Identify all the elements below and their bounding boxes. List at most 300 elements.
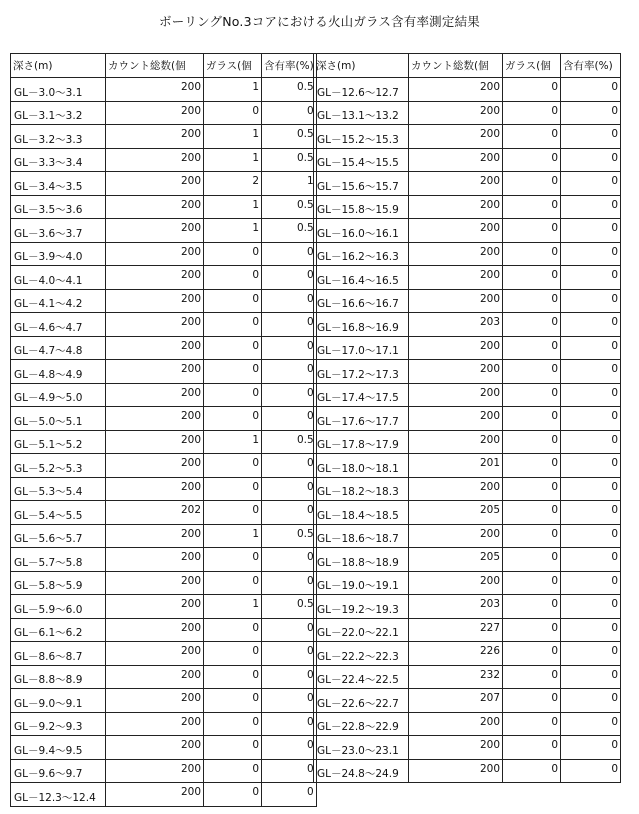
table-row [314,289,621,313]
rate-cell: 0 [561,571,621,595]
header-glass: ガラス(個 [503,54,561,78]
depth-cell: GL－3.4～3.5 [11,172,106,196]
glass-cell: 1 [204,524,262,548]
table-row [314,78,621,102]
depth-cell: GL－9.6～9.7 [11,759,106,783]
table-row [11,783,317,807]
count-cell: 203 [409,313,503,337]
depth-cell: GL－4.6～4.7 [11,313,106,337]
depth-cell: GL－12.3～12.4 [11,783,106,807]
table-row [314,618,621,642]
rate-cell: 0 [262,360,317,384]
glass-cell: 0 [503,148,561,172]
rate-cell: 0 [561,642,621,666]
count-cell: 200 [106,313,204,337]
depth-cell: GL－18.4～18.5 [314,501,409,525]
count-cell: 200 [106,548,204,572]
table-row [11,712,317,736]
table-header-row [314,54,621,78]
glass-cell: 0 [503,524,561,548]
left-table-body [11,54,317,807]
count-cell: 200 [409,172,503,196]
glass-cell: 0 [503,313,561,337]
count-cell: 200 [106,665,204,689]
rate-cell: 1 [262,172,317,196]
depth-cell: GL－19.0～19.1 [314,571,409,595]
count-cell: 200 [409,759,503,783]
depth-cell: GL－16.2～16.3 [314,242,409,266]
count-cell: 200 [409,360,503,384]
count-cell: 200 [106,78,204,102]
count-cell: 200 [106,524,204,548]
depth-cell: GL－15.8～15.9 [314,195,409,219]
depth-cell: GL－22.0～22.1 [314,618,409,642]
glass-cell: 0 [503,266,561,290]
rate-cell: 0 [561,595,621,619]
table-row [11,219,317,243]
rate-cell: 0 [561,266,621,290]
table-header-row [11,54,317,78]
glass-cell: 0 [503,595,561,619]
count-cell: 200 [409,289,503,313]
depth-cell: GL－18.6～18.7 [314,524,409,548]
glass-cell: 0 [503,289,561,313]
depth-cell: GL－15.4～15.5 [314,148,409,172]
rate-cell: 0 [561,313,621,337]
glass-cell: 0 [204,242,262,266]
depth-cell: GL－8.6～8.7 [11,642,106,666]
depth-cell: GL－3.3～3.4 [11,148,106,172]
rate-cell: 0 [262,689,317,713]
count-cell: 200 [106,125,204,149]
glass-cell: 0 [503,430,561,454]
glass-cell: 0 [204,383,262,407]
rate-cell: 0 [262,783,317,807]
count-cell: 200 [106,336,204,360]
count-cell: 200 [409,266,503,290]
depth-cell: GL－8.8～8.9 [11,665,106,689]
glass-cell: 0 [503,665,561,689]
depth-cell: GL－22.2～22.3 [314,642,409,666]
rate-cell: 0 [561,548,621,572]
table-row [314,242,621,266]
glass-cell: 0 [503,101,561,125]
rate-cell: 0 [262,242,317,266]
count-cell: 200 [106,219,204,243]
count-cell: 200 [409,242,503,266]
table-row [314,665,621,689]
count-cell: 202 [106,501,204,525]
header-depth: 深さ(m) [314,54,409,78]
header-count: カウント総数(個 [106,54,204,78]
table-row [314,759,621,783]
right-table-body [314,54,621,783]
rate-cell: 0 [561,360,621,384]
rate-cell: 0.5 [262,148,317,172]
glass-cell: 1 [204,125,262,149]
glass-cell: 0 [503,195,561,219]
depth-cell: GL－5.7～5.8 [11,548,106,572]
count-cell: 200 [409,336,503,360]
rate-cell: 0 [262,383,317,407]
count-cell: 200 [106,689,204,713]
table-row [11,383,317,407]
depth-cell: GL－9.2～9.3 [11,712,106,736]
table-row [11,360,317,384]
header-depth: 深さ(m) [11,54,106,78]
table-row [11,148,317,172]
depth-cell: GL－17.4～17.5 [314,383,409,407]
count-cell: 200 [409,78,503,102]
table-row [11,548,317,572]
table-row [11,430,317,454]
table-row [314,407,621,431]
rate-cell: 0 [262,712,317,736]
table-row [314,148,621,172]
table-row [11,313,317,337]
rate-cell: 0 [561,618,621,642]
count-cell: 200 [409,477,503,501]
depth-cell: GL－5.1～5.2 [11,430,106,454]
table-row [11,454,317,478]
rate-cell: 0 [262,665,317,689]
rate-cell: 0 [561,148,621,172]
count-cell: 205 [409,501,503,525]
glass-cell: 0 [503,689,561,713]
table-row [11,289,317,313]
rate-cell: 0 [262,289,317,313]
glass-cell: 0 [204,571,262,595]
count-cell: 200 [106,759,204,783]
table-row [314,524,621,548]
table-row [314,501,621,525]
table-row [314,266,621,290]
depth-cell: GL－4.1～4.2 [11,289,106,313]
rate-cell: 0 [561,430,621,454]
glass-cell: 0 [503,172,561,196]
rate-cell: 0 [262,313,317,337]
count-cell: 200 [106,783,204,807]
count-cell: 200 [409,712,503,736]
rate-cell: 0 [561,477,621,501]
rate-cell: 0 [561,383,621,407]
rate-cell: 0 [561,689,621,713]
depth-cell: GL－6.1～6.2 [11,618,106,642]
depth-cell: GL－17.8～17.9 [314,430,409,454]
rate-cell: 0 [561,501,621,525]
count-cell: 201 [409,454,503,478]
count-cell: 200 [106,618,204,642]
rate-cell: 0.5 [262,78,317,102]
count-cell: 232 [409,665,503,689]
table-row [11,759,317,783]
count-cell: 227 [409,618,503,642]
table-row [314,454,621,478]
table-row [314,172,621,196]
count-cell: 200 [106,642,204,666]
right-results-table [313,53,621,783]
depth-cell: GL－13.1～13.2 [314,101,409,125]
count-cell: 200 [409,524,503,548]
count-cell: 200 [409,101,503,125]
depth-cell: GL－5.9～6.0 [11,595,106,619]
glass-cell: 0 [503,219,561,243]
table-row [11,736,317,760]
glass-cell: 0 [204,665,262,689]
count-cell: 200 [409,430,503,454]
rate-cell: 0 [561,665,621,689]
table-row [11,195,317,219]
glass-cell: 0 [204,360,262,384]
depth-cell: GL－3.2～3.3 [11,125,106,149]
count-cell: 200 [106,242,204,266]
table-row [11,266,317,290]
rate-cell: 0 [561,759,621,783]
count-cell: 200 [409,407,503,431]
depth-cell: GL－17.2～17.3 [314,360,409,384]
depth-cell: GL－9.4～9.5 [11,736,106,760]
table-row [314,360,621,384]
depth-cell: GL－16.8～16.9 [314,313,409,337]
depth-cell: GL－9.0～9.1 [11,689,106,713]
depth-cell: GL－5.8～5.9 [11,571,106,595]
glass-cell: 1 [204,219,262,243]
depth-cell: GL－16.6～16.7 [314,289,409,313]
count-cell: 200 [409,383,503,407]
glass-cell: 0 [204,642,262,666]
count-cell: 200 [409,571,503,595]
count-cell: 200 [106,712,204,736]
count-cell: 200 [409,195,503,219]
table-row [11,407,317,431]
table-row [314,548,621,572]
depth-cell: GL－4.0～4.1 [11,266,106,290]
depth-cell: GL－18.8～18.9 [314,548,409,572]
glass-cell: 0 [503,548,561,572]
rate-cell: 0 [262,736,317,760]
table-row [11,689,317,713]
depth-cell: GL－5.2～5.3 [11,454,106,478]
table-row [11,242,317,266]
glass-cell: 0 [503,360,561,384]
glass-cell: 0 [503,642,561,666]
glass-cell: 0 [503,454,561,478]
glass-cell: 2 [204,172,262,196]
rate-cell: 0.5 [262,219,317,243]
rate-cell: 0 [561,336,621,360]
rate-cell: 0 [262,571,317,595]
depth-cell: GL－24.8～24.9 [314,759,409,783]
glass-cell: 0 [204,477,262,501]
count-cell: 200 [106,407,204,431]
count-cell: 200 [106,289,204,313]
glass-cell: 0 [503,736,561,760]
depth-cell: GL－5.0～5.1 [11,407,106,431]
glass-cell: 0 [204,266,262,290]
depth-cell: GL－12.6～12.7 [314,78,409,102]
depth-cell: GL－3.0～3.1 [11,78,106,102]
table-row [11,571,317,595]
count-cell: 200 [106,148,204,172]
count-cell: 200 [106,454,204,478]
count-cell: 200 [409,736,503,760]
count-cell: 200 [106,101,204,125]
table-row [11,501,317,525]
depth-cell: GL－5.4～5.5 [11,501,106,525]
table-row [11,595,317,619]
depth-cell: GL－3.1～3.2 [11,101,106,125]
depth-cell: GL－17.6～17.7 [314,407,409,431]
table-row [314,195,621,219]
rate-cell: 0 [561,172,621,196]
table-row [314,689,621,713]
table-row [314,125,621,149]
glass-cell: 0 [204,618,262,642]
count-cell: 200 [106,266,204,290]
count-cell: 200 [106,477,204,501]
depth-cell: GL－4.9～5.0 [11,383,106,407]
table-row [314,595,621,619]
glass-cell: 0 [503,125,561,149]
count-cell: 200 [106,736,204,760]
count-cell: 200 [409,219,503,243]
glass-cell: 0 [503,477,561,501]
rate-cell: 0 [262,759,317,783]
glass-cell: 1 [204,595,262,619]
glass-cell: 0 [204,759,262,783]
count-cell: 200 [106,172,204,196]
depth-cell: GL－5.3～5.4 [11,477,106,501]
glass-cell: 1 [204,78,262,102]
depth-cell: GL－15.2～15.3 [314,125,409,149]
depth-cell: GL－18.0～18.1 [314,454,409,478]
rate-cell: 0 [561,454,621,478]
table-row [11,524,317,548]
glass-cell: 0 [204,548,262,572]
depth-cell: GL－18.2～18.3 [314,477,409,501]
table-row [11,172,317,196]
depth-cell: GL－16.4～16.5 [314,266,409,290]
table-row [314,736,621,760]
table-row [314,642,621,666]
glass-cell: 0 [503,501,561,525]
glass-cell: 0 [503,407,561,431]
header-glass: ガラス(個 [204,54,262,78]
rate-cell: 0.5 [262,195,317,219]
depth-cell: GL－17.0～17.1 [314,336,409,360]
depth-cell: GL－5.6～5.7 [11,524,106,548]
rate-cell: 0 [262,501,317,525]
rate-cell: 0.5 [262,430,317,454]
table-row [314,477,621,501]
count-cell: 200 [106,195,204,219]
glass-cell: 1 [204,195,262,219]
count-cell: 200 [409,148,503,172]
rate-cell: 0 [561,195,621,219]
table-row [11,665,317,689]
count-cell: 205 [409,548,503,572]
glass-cell: 0 [204,689,262,713]
glass-cell: 0 [204,454,262,478]
header-count: カウント総数(個 [409,54,503,78]
count-cell: 207 [409,689,503,713]
glass-cell: 0 [204,501,262,525]
table-row [314,571,621,595]
glass-cell: 0 [204,289,262,313]
count-cell: 200 [106,595,204,619]
rate-cell: 0 [561,289,621,313]
glass-cell: 0 [204,712,262,736]
rate-cell: 0 [262,266,317,290]
count-cell: 200 [409,125,503,149]
table-row [314,219,621,243]
glass-cell: 0 [503,383,561,407]
depth-cell: GL－19.2～19.3 [314,595,409,619]
rate-cell: 0.5 [262,524,317,548]
table-row [11,78,317,102]
glass-cell: 0 [204,407,262,431]
left-results-table [10,53,317,807]
rate-cell: 0 [262,548,317,572]
glass-cell: 1 [204,148,262,172]
rate-cell: 0 [262,454,317,478]
glass-cell: 0 [204,736,262,760]
document-title: ボーリングNo.3コアにおける火山ガラス含有率測定結果 [159,14,480,29]
glass-cell: 0 [503,759,561,783]
table-row [314,430,621,454]
rate-cell: 0 [262,618,317,642]
rate-cell: 0 [262,477,317,501]
table-row [314,712,621,736]
rate-cell: 0 [561,407,621,431]
rate-cell: 0 [561,524,621,548]
table-row [11,336,317,360]
depth-cell: GL－4.8～4.9 [11,360,106,384]
count-cell: 200 [106,571,204,595]
rate-cell: 0.5 [262,595,317,619]
count-cell: 200 [106,383,204,407]
count-cell: 200 [106,360,204,384]
table-row [314,101,621,125]
depth-cell: GL－4.7～4.8 [11,336,106,360]
count-cell: 226 [409,642,503,666]
header-rate: 含有率(%) [561,54,621,78]
table-row [314,383,621,407]
table-row [11,125,317,149]
rate-cell: 0 [262,642,317,666]
depth-cell: GL－22.6～22.7 [314,689,409,713]
glass-cell: 0 [503,618,561,642]
depth-cell: GL－23.0～23.1 [314,736,409,760]
depth-cell: GL－22.8～22.9 [314,712,409,736]
glass-cell: 0 [204,783,262,807]
depth-cell: GL－22.4～22.5 [314,665,409,689]
rate-cell: 0 [561,78,621,102]
glass-cell: 0 [503,571,561,595]
rate-cell: 0 [262,101,317,125]
rate-cell: 0 [262,336,317,360]
count-cell: 200 [106,430,204,454]
depth-cell: GL－3.5～3.6 [11,195,106,219]
header-rate: 含有率(%) [262,54,317,78]
glass-cell: 0 [204,101,262,125]
table-row [11,642,317,666]
rate-cell: 0 [561,125,621,149]
rate-cell: 0 [561,219,621,243]
rate-cell: 0 [561,101,621,125]
rate-cell: 0 [561,736,621,760]
table-row [11,618,317,642]
